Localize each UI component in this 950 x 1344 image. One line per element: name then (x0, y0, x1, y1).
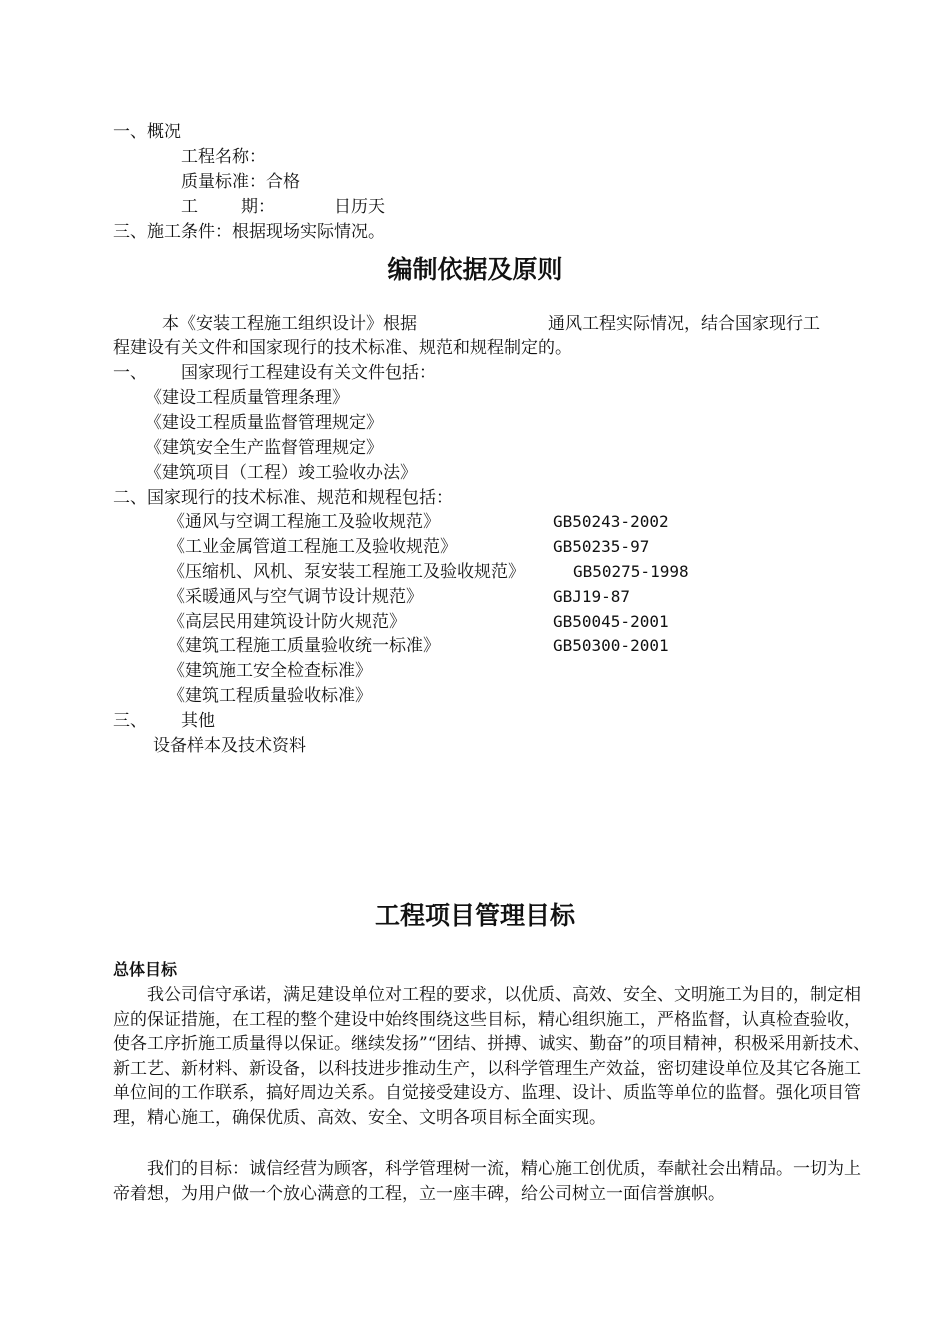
standard-code: GBJ19-87 (553, 587, 631, 606)
section1-item: 《建筑项目（工程）竣工验收办法》 (145, 463, 417, 483)
basis-intro-part1: 本《安装工程施工组织设计》根据 (162, 314, 417, 334)
standard-name: 《建筑施工安全检查标准》 (168, 661, 372, 681)
standard-name: 《建筑工程质量验收标准》 (168, 686, 372, 706)
goals-heading: 工程项目管理目标 (374, 901, 575, 930)
section1-number: 一、 (113, 363, 147, 383)
standard-name: 《压缩机、风机、泵安装工程施工及验收规范》 (168, 562, 525, 582)
standard-name: 《通风与空调工程施工及验收规范》 (168, 512, 440, 532)
section1-item: 《建设工程质量管理条理》 (145, 388, 349, 408)
standard-name: 《工业金属管道工程施工及验收规范》 (168, 537, 457, 557)
basis-intro-line2: 程建设有关文件和国家现行的技术标准、规范和规程制定的。 (113, 338, 572, 358)
standard-name: 《采暖通风与空气调节设计规范》 (168, 587, 423, 607)
goals-subheading: 总体目标 (113, 960, 178, 979)
goals-paragraph-1: 我公司信守承诺，满足建设单位对工程的要求，以优质、高效、安全、文明施工为目的，制定相应的保证措施，在工程的整个建设中始终围绕这些目标，精心组织施工，严格监督，认真检查验收，使各工序折施工质量得以保证。继续发扬”“团结、拼搏、诚实、勤奋”的项目精神，积极采用新技术、新工艺、新材料、新设备，以科技进步推动生产，以科学管理生产效益，密切建设单位及其它各施工单位间的工作联系，搞好周边关系。自觉接受建设方、监理、设计、质监等单位的监督。强化项目管理，精心施工，确保优质、高效、安全、文明各项目标全面实现。 (113, 985, 871, 1128)
standard-code: GB50045-2001 (553, 612, 669, 631)
standard-code: GB50275-1998 (573, 562, 689, 581)
section3-item: 设备样本及技术资料 (153, 736, 306, 756)
quality-standard-label: 质量标准：合格 (181, 172, 300, 192)
project-name-label: 工程名称： (181, 147, 266, 167)
goals-paragraph-2: 我们的目标：诚信经营为顾客，科学管理树一流，精心施工创优质，奉献社会出精品。一切为上帝着想，为用户做一个放心满意的工程，立一座丰碑，给公司树立一面信誉旗帜。 (113, 1159, 861, 1204)
period-label-part2: 期： (241, 197, 275, 217)
section3-number: 三、 (113, 711, 147, 731)
section3-title: 其他 (181, 711, 215, 731)
section1-item: 《建筑安全生产监督管理规定》 (145, 438, 383, 458)
conditions-line: 三、施工条件：根据现场实际情况。 (113, 222, 385, 242)
standard-code: GB50300-2001 (553, 636, 669, 655)
basis-heading: 编制依据及原则 (387, 255, 563, 284)
standard-name: 《建筑工程施工质量验收统一标准》 (168, 636, 440, 656)
standard-name: 《高层民用建筑设计防火规范》 (168, 612, 406, 632)
section2-title: 二、国家现行的技术标准、规范和规程包括： (113, 488, 453, 508)
section1-title: 国家现行工程建设有关文件包括： (181, 363, 436, 383)
standard-code: GB50243-2002 (553, 512, 669, 531)
period-value: 日历天 (334, 197, 385, 217)
standard-code: GB50235-97 (553, 537, 650, 556)
section1-item: 《建设工程质量监督管理规定》 (145, 413, 383, 433)
overview-section-title: 一、概况 (113, 122, 181, 142)
period-label-part1: 工 (181, 197, 198, 217)
basis-intro-part2: 通风工程实际情况，结合国家现行工 (548, 314, 820, 334)
